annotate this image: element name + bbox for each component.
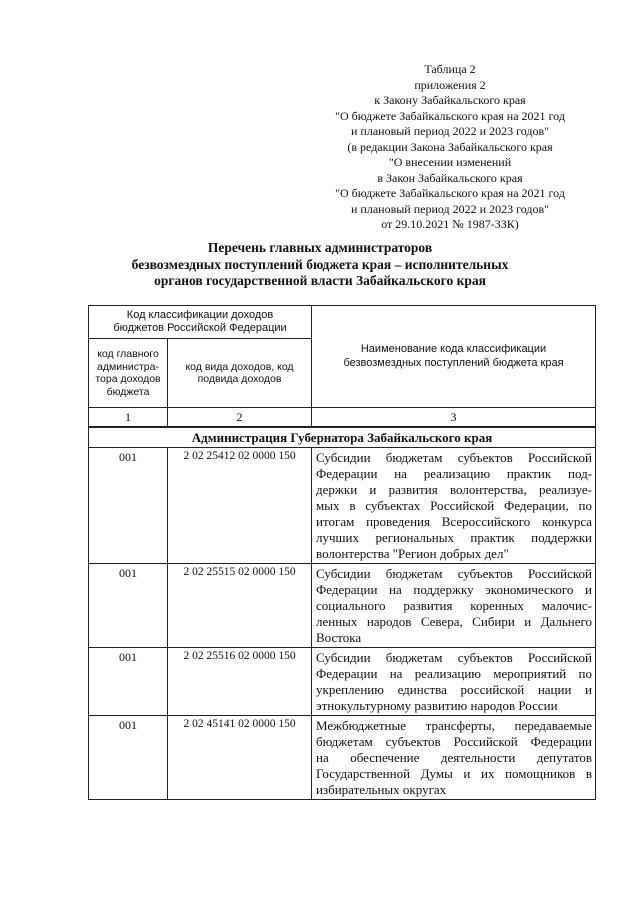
header-line: "О бюджете Забайкальского края на 2021 год (335, 108, 565, 123)
admin-code-cell: 001 (89, 648, 168, 716)
header-line: "О бюджете Забайкальского края на 2021 год (335, 186, 565, 200)
header-text-line: администра- (97, 360, 159, 373)
header-text-line: код главного (97, 348, 159, 360)
column-number-2: 2 (168, 408, 312, 428)
income-name-line: Государственной Думы и их помощников в (316, 766, 593, 781)
income-name-line: держки и развития волонтерства, реализуе- (316, 482, 593, 497)
income-name-line: Федерации на реализацию мероприятий по (316, 666, 593, 681)
income-name-line: на обеспечение деятельности депутатов (316, 750, 593, 765)
header-text-line: Наименование кода классификации (360, 343, 547, 355)
income-name-line: социального развития коренных малочис- (316, 598, 593, 613)
header-line: "О внесении изменений (388, 155, 512, 169)
income-name-line: Востока (316, 630, 362, 645)
income-name-line: мых в субъектах Российской Федерации, по (316, 498, 593, 513)
income-name-line: избирательных округах (316, 782, 447, 797)
income-name-cell (312, 648, 596, 716)
header-text-line: подвида доходов (197, 373, 282, 385)
income-name-line: итогам проведения Всероссийского конкурса (316, 514, 593, 529)
header-line: и плановый период 2022 и 2023 годов" (350, 124, 550, 138)
income-name-line: Федерации на реализацию практик под- (316, 466, 593, 481)
administrators-table (88, 305, 596, 800)
header-code-name (312, 306, 596, 408)
income-name-line: Субсидии бюджетам субъектов Российской (316, 566, 593, 581)
admin-code-cell: 001 (89, 716, 168, 800)
income-name-line: этнокультурному развитию народов России (316, 698, 558, 713)
income-name-line: Субсидии бюджетам субъектов Российской (316, 450, 593, 465)
document-title (70, 240, 570, 290)
header-text-line: бюджета (106, 385, 150, 398)
income-name-line: волонтерства "Регион добрых дел" (316, 546, 509, 561)
income-name-line: укреплению единства российской нации и (316, 682, 593, 697)
header-text-line: бюджетов Российской Федерации (113, 322, 287, 334)
income-name-cell (312, 448, 596, 564)
header-text-line: Код классификации доходов (126, 309, 274, 321)
income-name-line: ленных народов Севера, Сибири и Дальнего (316, 614, 593, 629)
header-classification-code (89, 306, 312, 339)
header-line: в Закон Забайкальского края (377, 170, 523, 185)
income-name-line: бюджетам субъектов Российской Федерации (316, 734, 593, 749)
header-admin-code (89, 339, 168, 408)
income-name-line: Субсидии бюджетам субъектов Российской (316, 650, 593, 665)
header-line: и плановый период 2022 и 2023 годов" (350, 201, 550, 216)
income-name-cell (312, 716, 596, 800)
admin-code-cell: 001 (89, 448, 168, 564)
admin-code-cell: 001 (89, 564, 168, 648)
column-number-1: 1 (89, 408, 168, 428)
table-row (89, 448, 596, 564)
header-line: приложения 2 (414, 77, 486, 92)
header-text-line: код вида доходов, код (185, 360, 294, 373)
header-text-line: тора доходов (95, 373, 161, 385)
income-code-cell: 2 02 25515 02 0000 150 (168, 564, 312, 648)
income-code-cell: 2 02 25412 02 0000 150 (168, 448, 312, 564)
title-line: безвозмездных поступлений бюджета края – исполнительных (131, 256, 509, 272)
table-row (89, 716, 596, 800)
table-row (89, 648, 596, 716)
income-name-line: лучших региональных практик поддержки (316, 530, 593, 545)
header-income-code (168, 339, 312, 408)
income-name-cell (312, 564, 596, 648)
title-line: органов государственной власти Забайкальского края (154, 273, 486, 288)
title-line: Перечень главных администраторов (207, 240, 433, 255)
income-name-line: Федерации на поддержку экономического и (316, 582, 593, 597)
header-line: (в редакции Закона Забайкальского края (347, 139, 553, 154)
income-name-line: Межбюджетные трансферты, передаваемые (316, 718, 593, 733)
header-text-line: безвозмездных поступлений бюджета края (343, 356, 564, 369)
section-title: Администрация Губернатора Забайкальского края (89, 427, 596, 448)
income-code-cell: 2 02 45141 02 0000 150 (168, 716, 312, 800)
header-line: к Закону Забайкальского края (374, 93, 526, 107)
income-code-cell: 2 02 25516 02 0000 150 (168, 648, 312, 716)
column-number-3: 3 (312, 408, 596, 428)
table-row (89, 564, 596, 648)
header-line: Таблица 2 (424, 62, 476, 76)
document-header (300, 62, 600, 233)
header-line: от 29.10.2021 № 1987-ЗЗК) (381, 217, 519, 231)
